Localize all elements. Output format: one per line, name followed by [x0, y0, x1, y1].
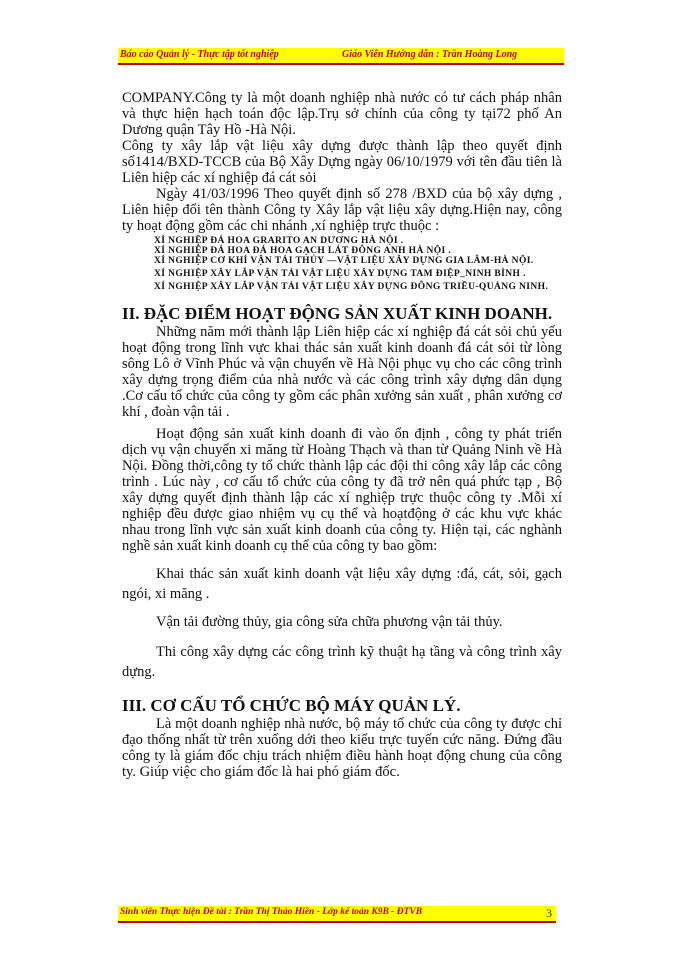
- section-3-heading: III. CƠ CẤU TỔ CHỨC BỘ MÁY QUẢN LÝ.: [122, 696, 461, 715]
- section-3-paragraph: Là một doanh nghiệp nhà nước, bộ máy tổ chức của công ty được chỉ đạo thống nhất từ trên xuống dới theo kiểu trực tuyến cức năng. Đứng đầu công ty là giám đốc chịu trách nhiệm điều hành hoạt động chung của công ty. Giúp việc cho giám đốc là hai phó giám đốc.: [122, 716, 562, 780]
- section-2-paragraph-1: Những năm mới thành lập Liên hiệp các xí nghiệp đá cát sỏi chủ yếu hoạt động trong lĩnh vực khai thác sản xuất kinh doanh đá cát sỏi từ lòng sông Lô ở Vĩnh Phúc và vận chuyển về Hà Nội phục vụ cho các công trình xây dựng trọng điểm của nhà nước và các công trình xây dựng dân dụng .Cơ cấu tổ chức của công ty gồm các phân xưởng sản xuất , phân xưởng cơ khí , đoàn vận tải .: [122, 324, 562, 420]
- page-header: [118, 48, 564, 65]
- page-number: 3: [546, 906, 552, 920]
- subsidiary-item: XÍ NGHIỆP XÂY LẮP VẬN TẢI VẬT LIỆU XÂY DỰNG ĐÔNG TRIỀU-QUẢNG NINH.: [154, 282, 549, 292]
- subsidiary-item: XÍ NGHIỆP ĐÁ HOA ĐÁ HOA GẠCH LÁT ĐÔNG ANH HÀ NỘI .: [154, 246, 452, 256]
- founding-paragraph: Công ty xây lắp vật liệu xây dựng được thành lập theo quyết định số1414/BXD-TCCB của Bộ Xây Dựng ngày 06/10/1979 với tên đầu tiên là Liên hiệp các xí nghiệp đá cát sỏi: [122, 138, 562, 186]
- subsidiary-list: [122, 236, 562, 292]
- document-body: [122, 90, 562, 780]
- section-2-heading: II. ĐẶC ĐIỂM HOẠT ĐỘNG SẢN XUẤT KINH DOANH.: [122, 304, 553, 323]
- header-left-text: Báo cáo Quản lý - Thực tập tốt nghiệp: [120, 49, 279, 60]
- footer-text: Sinh viên Thực hiện Đề tài : Trần Thị Thảo Hiền - Lớp kế toán K9B - ĐTVB: [120, 907, 423, 917]
- rename-paragraph: Ngày 41/03/1996 Theo quyết định số 278 /BXD của bộ xây dựng , Liên hiệp đổi tên thành Công ty Xây lắp vật liệu xây dựng.Hiện nay, công ty hoạt động gồm các chi nhánh ,xí nghiệp trực thuộc :: [122, 186, 562, 234]
- intro-paragraph: COMPANY.Công ty là một doanh nghiệp nhà nước có tư cách pháp nhân và thực hiện hạch toán độc lập.Trụ sở chính của công ty tại72 phố An Dương quận Tây Hồ -Hà Nội.: [122, 90, 562, 138]
- business-line-2: Vận tải đường thủy, gia công sửa chữa phương vận tải thủy.: [156, 614, 503, 630]
- page-footer: [118, 906, 556, 923]
- business-line-1: Khai thác sản xuất kinh doanh vật liệu xây dựng :đá, cát, sỏi, gạch ngói, xi măng .: [122, 566, 562, 602]
- subsidiary-item: XÍ NGHIỆP CƠ KHÍ VẬN TẢI THỦY —VẬT LIỆU XÂY DỰNG GIA LÂM-HÀ NỘI.: [154, 256, 534, 266]
- header-right-text: Giáo Viên Hướng dẫn : Trần Hoàng Long: [342, 49, 518, 60]
- subsidiary-item: XÍ NGHIỆP ĐÁ HOA GRARITO AN DƯƠNG HÀ NỘI .: [154, 236, 404, 246]
- section-2-paragraph-2: Hoạt động sản xuất kinh doanh đi vào ổn định , công ty phát triển dịch vụ vận chuyển xi măng từ Hoàng Thạch và than từ Quảng Ninh về Hà Nội. Đồng thời,công ty tổ chức thành lập các đội thi công xây lắp các công trình . Lúc này , cơ cấu tổ chức của công ty đã trở nên quá phức tạp , Bộ xây dựng quyết định thành lập các xí nghiệp trực thuộc công ty .Mỗi xí nghiệp đều được giao nhiệm vụ cụ thể và hoạtđộng ở các khu vực khác nhau trong lĩnh vực sản xuất kinh doanh của công ty. Hiện tại, các nghành nghề sản xuất kinh doanh cụ thể của công ty bao gồm:: [122, 426, 562, 554]
- business-line-3: Thi công xây dựng các công trình kỹ thuật hạ tầng và công trình xây dựng.: [122, 644, 562, 680]
- subsidiary-item: XÍ NGHIỆP XÂY LẮP VẬN TẢI VẬT LIỆU XÂY DỰNG TAM ĐIỆP_NINH BÌNH .: [154, 269, 526, 279]
